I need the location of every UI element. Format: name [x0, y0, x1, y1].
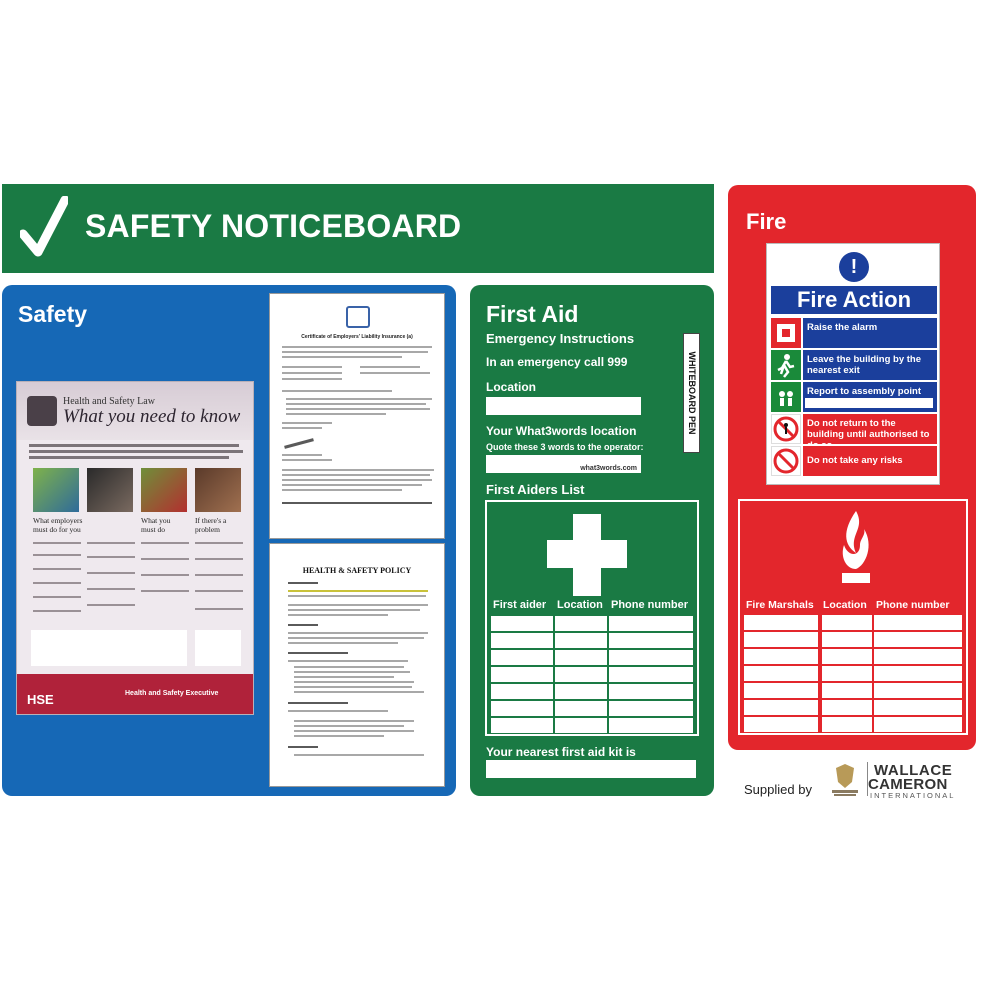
hse-poster-footer — [17, 674, 253, 714]
column-header-fire-marshals: Fire Marshals — [746, 599, 814, 611]
table-cell[interactable] — [822, 683, 872, 698]
text-line — [294, 720, 414, 722]
fire-alarm-icon — [771, 318, 801, 348]
poster-column-heading: What you must do — [141, 516, 171, 534]
table-cell[interactable] — [822, 700, 872, 715]
fire-title: Fire — [746, 209, 787, 234]
poster-photo — [87, 468, 133, 512]
table-cell[interactable] — [609, 718, 693, 733]
table-cell[interactable] — [744, 649, 818, 664]
certificate-title: Certificate of Employers' Liability Insurance (a) — [301, 334, 413, 340]
poster-fill-in-box — [195, 630, 241, 666]
header-title: SAFETY NOTICEBOARD — [85, 208, 462, 244]
text-line — [195, 558, 243, 560]
hse-poster-header — [17, 382, 253, 440]
assembly-point-field[interactable] — [805, 398, 933, 408]
text-line — [141, 590, 189, 592]
table-cell[interactable] — [822, 649, 872, 664]
text-line — [282, 479, 432, 481]
what3words-brand: what3words.com — [580, 465, 637, 472]
text-line — [282, 366, 342, 368]
text-line — [360, 366, 420, 368]
text-line — [282, 459, 332, 461]
text-line — [87, 556, 135, 558]
safety-panel — [2, 285, 456, 796]
step-leave-building: Leave the building by the nearest exit — [803, 350, 937, 380]
poster-column-heading: If there's a problem — [195, 516, 227, 534]
text-line — [286, 403, 426, 405]
step-do-not-return: Do not return to the building until authorised to — [803, 414, 937, 444]
table-cell[interactable] — [874, 649, 962, 664]
checkmark-icon — [20, 196, 68, 260]
text-line — [288, 637, 424, 639]
text-line — [195, 574, 243, 576]
column-header-phone: Phone number — [876, 599, 950, 611]
first-aid-panel — [470, 285, 714, 796]
table-cell[interactable] — [555, 667, 607, 682]
text-line — [282, 474, 430, 476]
fire-marshals-table — [738, 499, 968, 735]
text-line — [294, 735, 384, 737]
table-cell[interactable] — [744, 615, 818, 630]
text-line — [288, 710, 388, 712]
text-line — [282, 372, 342, 374]
prohibition-icon — [771, 446, 801, 476]
first-aid-title: First Aid — [486, 301, 579, 327]
table-cell[interactable] — [822, 717, 872, 732]
policy-title: HEALTH & SAFETY POLICY — [302, 566, 412, 575]
emergency-call-text: In an emergency call 999 — [486, 355, 628, 369]
whiteboard-pen[interactable] — [683, 333, 700, 453]
text-line — [282, 502, 432, 504]
assembly-point-icon — [771, 382, 801, 412]
table-cell[interactable] — [555, 616, 607, 631]
what3words-label: Your What3words location — [486, 424, 637, 438]
poster-photo — [33, 468, 79, 512]
table-cell[interactable] — [555, 701, 607, 716]
location-label: Location — [486, 380, 536, 394]
text-line — [286, 413, 386, 415]
table-cell[interactable] — [874, 615, 962, 630]
text-line — [288, 582, 318, 584]
text-line — [195, 590, 243, 592]
nearest-kit-writing-field[interactable] — [486, 760, 696, 778]
table-cell[interactable] — [822, 632, 872, 647]
table-cell[interactable] — [609, 701, 693, 716]
column-header-location: Location — [823, 599, 867, 611]
location-writing-field[interactable] — [486, 397, 641, 415]
text-line — [141, 558, 189, 560]
table-cell[interactable] — [491, 633, 553, 648]
table-cell[interactable] — [555, 684, 607, 699]
text-line — [29, 450, 243, 453]
text-line — [288, 624, 318, 626]
text-line — [29, 444, 239, 447]
column-header-first-aider: First aider — [493, 599, 547, 611]
pen-label: WHITEBOARD PEN — [686, 351, 697, 435]
table-cell[interactable] — [609, 633, 693, 648]
table-cell[interactable] — [491, 667, 553, 682]
table-cell[interactable] — [744, 717, 818, 732]
text-line — [288, 614, 388, 616]
first-aid-cross-icon — [547, 540, 627, 568]
fire-action-sign — [766, 243, 940, 485]
first-aiders-table — [485, 500, 699, 736]
hse-logo: HSE — [27, 692, 54, 707]
info-icon: ! — [839, 252, 869, 282]
column-header-location: Location — [557, 599, 603, 611]
table-cell[interactable] — [822, 615, 872, 630]
text-line — [294, 754, 424, 756]
text-line — [294, 681, 414, 683]
column-header-phone: Phone number — [611, 599, 689, 611]
text-line — [141, 574, 189, 576]
text-line — [282, 484, 422, 486]
text-line — [87, 542, 135, 544]
text-line — [294, 725, 404, 727]
text-line — [195, 542, 243, 544]
table-cell[interactable] — [874, 700, 962, 715]
text-line — [282, 346, 432, 348]
insurance-certificate — [269, 293, 445, 539]
text-line — [286, 398, 432, 400]
supplied-by-text: Supplied by — [744, 782, 812, 797]
wallace-cameron-crest-icon — [828, 762, 862, 798]
text-line — [282, 427, 322, 429]
text-line — [282, 422, 332, 424]
flame-icon — [836, 509, 876, 585]
hse-law-poster — [16, 381, 254, 715]
text-line — [288, 660, 408, 662]
text-line — [294, 676, 394, 678]
table-cell[interactable] — [744, 683, 818, 698]
hse-poster-kicker: Health and Safety Law — [63, 396, 155, 407]
text-line — [294, 666, 404, 668]
text-line — [294, 691, 424, 693]
table-cell[interactable] — [874, 666, 962, 681]
first-aiders-list-label: First Aiders List — [486, 482, 585, 497]
text-line — [360, 372, 430, 374]
table-cell[interactable] — [609, 650, 693, 665]
what3words-hint: Quote these 3 words to the operator: — [486, 442, 644, 452]
table-cell[interactable] — [555, 633, 607, 648]
text-line — [33, 596, 81, 598]
text-line — [288, 642, 398, 644]
emergency-instructions-heading: Emergency Instructions — [486, 331, 635, 346]
table-cell[interactable] — [491, 718, 553, 733]
text-line — [29, 456, 229, 459]
text-line — [288, 609, 420, 611]
step-raise-alarm: Raise the alarm — [803, 318, 937, 348]
signature-mark — [284, 438, 314, 449]
royal-crest-icon — [27, 396, 57, 426]
table-cell[interactable] — [744, 700, 818, 715]
poster-photo — [141, 468, 187, 512]
text-line — [87, 572, 135, 574]
certificate-logo-icon — [346, 306, 370, 328]
nearest-kit-label: Your nearest first aid kit is — [486, 745, 636, 759]
text-line — [33, 610, 81, 612]
step-no-risks: Do not take any risks — [803, 446, 937, 476]
safety-title: Safety — [18, 301, 88, 327]
exit-running-man-icon — [771, 350, 801, 380]
fire-action-title: Fire Action — [771, 286, 937, 314]
poster-fill-in-box — [31, 630, 187, 666]
text-line — [294, 686, 412, 688]
table-cell[interactable] — [874, 683, 962, 698]
poster-photo — [195, 468, 241, 512]
table-cell[interactable] — [609, 684, 693, 699]
text-line — [87, 588, 135, 590]
text-line — [288, 632, 428, 634]
highlighted-line — [288, 590, 428, 592]
no-entry-icon — [771, 414, 801, 444]
table-cell[interactable] — [491, 616, 553, 631]
table-cell[interactable] — [822, 666, 872, 681]
text-line — [282, 378, 342, 380]
text-line — [282, 390, 392, 392]
text-line — [286, 408, 430, 410]
text-line — [33, 582, 81, 584]
text-line — [33, 568, 81, 570]
step-assembly-point: Report to assembly point — [803, 382, 937, 412]
table-cell[interactable] — [874, 632, 962, 647]
hse-footer-text: Health and Safety Executive — [125, 690, 219, 697]
text-line — [288, 604, 428, 606]
text-line — [141, 542, 189, 544]
text-line — [288, 652, 348, 654]
text-line — [282, 454, 322, 456]
table-cell[interactable] — [744, 632, 818, 647]
text-line — [282, 356, 402, 358]
text-line — [288, 702, 348, 704]
text-line — [282, 351, 428, 353]
hse-poster-heading: What you need to know — [63, 406, 241, 427]
noticeboard-header — [2, 184, 714, 273]
text-line — [288, 746, 318, 748]
table-cell[interactable] — [744, 666, 818, 681]
text-line — [294, 671, 410, 673]
brand-name-line3: INTERNATIONAL — [870, 791, 956, 800]
poster-column-heading: What employers must do for you — [33, 516, 83, 534]
table-cell[interactable] — [491, 650, 553, 665]
table-cell[interactable] — [491, 684, 553, 699]
brand-name-line1: WALLACE — [874, 762, 953, 779]
text-line — [195, 608, 243, 610]
table-cell[interactable] — [555, 718, 607, 733]
text-line — [282, 469, 434, 471]
text-line — [288, 595, 426, 597]
table-cell[interactable] — [609, 667, 693, 682]
text-line — [294, 730, 414, 732]
table-cell[interactable] — [555, 650, 607, 665]
what3words-writing-field[interactable] — [486, 455, 641, 473]
text-line — [87, 604, 135, 606]
fire-panel — [728, 185, 976, 750]
table-cell[interactable] — [609, 616, 693, 631]
health-safety-policy — [269, 543, 445, 787]
text-line — [282, 489, 402, 491]
table-cell[interactable] — [491, 701, 553, 716]
text-line — [33, 542, 81, 544]
text-line — [33, 554, 81, 556]
brand-name-line2: CAMERON — [868, 776, 948, 793]
table-cell[interactable] — [874, 717, 962, 732]
